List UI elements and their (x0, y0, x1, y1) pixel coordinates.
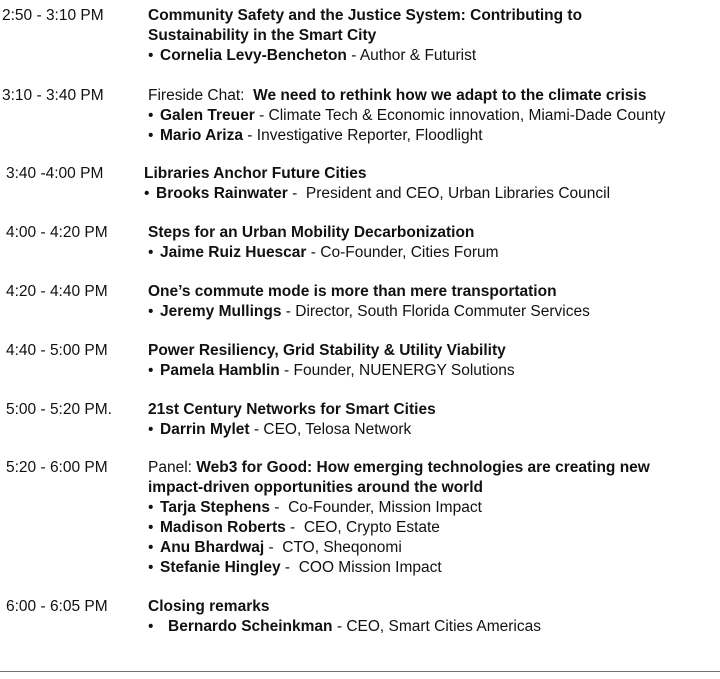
speaker-separator: - (279, 362, 294, 379)
speaker-line (148, 538, 720, 558)
speaker-separator: - (249, 421, 264, 438)
speaker-separator: - (254, 107, 269, 124)
session-title: Sustainability in the Smart City (148, 27, 377, 44)
speaker-line (148, 106, 720, 126)
speaker-name: Stefanie Hingley (160, 559, 281, 576)
session-title-line (148, 86, 720, 106)
session-content (148, 282, 720, 322)
session-content (144, 164, 716, 204)
session-title: Web3 for Good: How emerging technologies are creating new (196, 459, 650, 476)
bullet-icon: • (148, 127, 154, 144)
speaker-role: President and CEO, Urban Libraries Council (305, 185, 611, 202)
speaker-name: Madison Roberts (160, 519, 286, 536)
speaker-separator: - (264, 539, 283, 556)
bullet-icon: • (148, 499, 154, 516)
speaker-line (148, 302, 720, 322)
session-title: Power Resiliency, Grid Stability & Utility Viability (148, 342, 506, 359)
session-title-line (148, 458, 720, 478)
session-time: 6:00 - 6:05 PM (6, 598, 108, 615)
bullet-icon: • (148, 244, 154, 261)
speaker-line (148, 361, 720, 381)
speaker-separator: - (281, 303, 296, 320)
speaker-separator: - (346, 47, 360, 64)
speaker-role: CEO, Telosa Network (263, 421, 412, 438)
bullet-icon: • (148, 47, 154, 64)
session-time: 5:20 - 6:00 PM (6, 459, 108, 476)
session-prefix: Panel: (148, 459, 197, 476)
speaker-separator: - (285, 519, 304, 536)
bullet-icon: • (144, 185, 150, 202)
speaker-role: CEO, Smart Cities Americas (346, 618, 541, 635)
speaker-name: Pamela Hamblin (160, 362, 280, 379)
session-content (148, 341, 720, 381)
session-time: 4:00 - 4:20 PM (6, 224, 108, 241)
session-time: 3:40 -4:00 PM (6, 165, 104, 182)
speaker-name: Jeremy Mullings (160, 303, 282, 320)
speaker-separator: - (287, 185, 306, 202)
speaker-line (144, 184, 716, 204)
session-title: Libraries Anchor Future Cities (144, 165, 367, 182)
session-title: Community Safety and the Justice System: Contributing to (148, 7, 583, 24)
speaker-separator: - (242, 127, 257, 144)
session-title: Closing remarks (148, 598, 270, 615)
speaker-role: COO Mission Impact (298, 559, 442, 576)
speaker-role: Co-Founder, Cities Forum (320, 244, 499, 261)
speaker-name: Jaime Ruiz Huescar (160, 244, 307, 261)
speaker-name: Brooks Rainwater (156, 185, 288, 202)
speaker-line (148, 518, 720, 538)
speaker-name: Anu Bhardwaj (160, 539, 265, 556)
session-prefix: Fireside Chat: (148, 87, 254, 104)
session-title: 21st Century Networks for Smart Cities (148, 401, 436, 418)
session-time: 2:50 - 3:10 PM (2, 7, 104, 24)
session-content (148, 86, 720, 146)
speaker-separator: - (306, 244, 321, 261)
session-title: One’s commute mode is more than mere transportation (148, 283, 557, 300)
speaker-line (148, 617, 720, 637)
speaker-name: Cornelia Levy-Bencheton (160, 47, 347, 64)
session-content (148, 597, 720, 637)
bullet-icon: • (148, 618, 154, 635)
speaker-role: CEO, Crypto Estate (303, 519, 440, 536)
speaker-name: Tarja Stephens (160, 499, 270, 516)
speaker-role: Founder, NUENERGY Solutions (293, 362, 515, 379)
speaker-line (148, 126, 720, 146)
speaker-role: Climate Tech & Economic innovation, Miami-Dade County (268, 107, 666, 124)
speaker-name: Bernardo Scheinkman (168, 618, 333, 635)
speaker-separator: - (332, 618, 347, 635)
session-content (148, 458, 720, 578)
speaker-line (148, 420, 720, 440)
session-time: 4:20 - 4:40 PM (6, 283, 108, 300)
bullet-icon: • (148, 107, 154, 124)
speaker-role: Director, South Florida Commuter Services (295, 303, 590, 320)
session-time: 4:40 - 5:00 PM (6, 342, 108, 359)
speaker-line (148, 498, 720, 518)
bullet-icon: • (148, 559, 154, 576)
divider-line (0, 671, 720, 672)
speaker-role: Author & Futurist (359, 47, 477, 64)
bullet-icon: • (148, 519, 154, 536)
session-content (148, 223, 720, 263)
session-content (148, 400, 720, 440)
bullet-icon: • (148, 421, 154, 438)
session-title: We need to rethink how we adapt to the climate crisis (253, 87, 647, 104)
speaker-separator: - (280, 559, 299, 576)
bullet-icon: • (148, 303, 154, 320)
speaker-line (148, 558, 720, 578)
speaker-line (148, 46, 720, 66)
speaker-name: Darrin Mylet (160, 421, 250, 438)
session-time: 3:10 - 3:40 PM (2, 87, 104, 104)
speaker-name: Mario Ariza (160, 127, 243, 144)
session-content (148, 6, 720, 66)
speaker-separator: - (269, 499, 289, 516)
session-time: 5:00 - 5:20 PM. (6, 401, 112, 418)
speaker-role: Co-Founder, Mission Impact (288, 499, 482, 516)
speaker-role: CTO, Sheqonomi (282, 539, 402, 556)
speaker-line (148, 243, 720, 263)
bullet-icon: • (148, 539, 154, 556)
bullet-icon: • (148, 362, 154, 379)
speaker-role: Investigative Reporter, Floodlight (256, 127, 483, 144)
session-title: impact-driven opportunities around the world (148, 479, 483, 496)
speaker-name: Galen Treuer (160, 107, 255, 124)
session-title: Steps for an Urban Mobility Decarbonization (148, 224, 475, 241)
